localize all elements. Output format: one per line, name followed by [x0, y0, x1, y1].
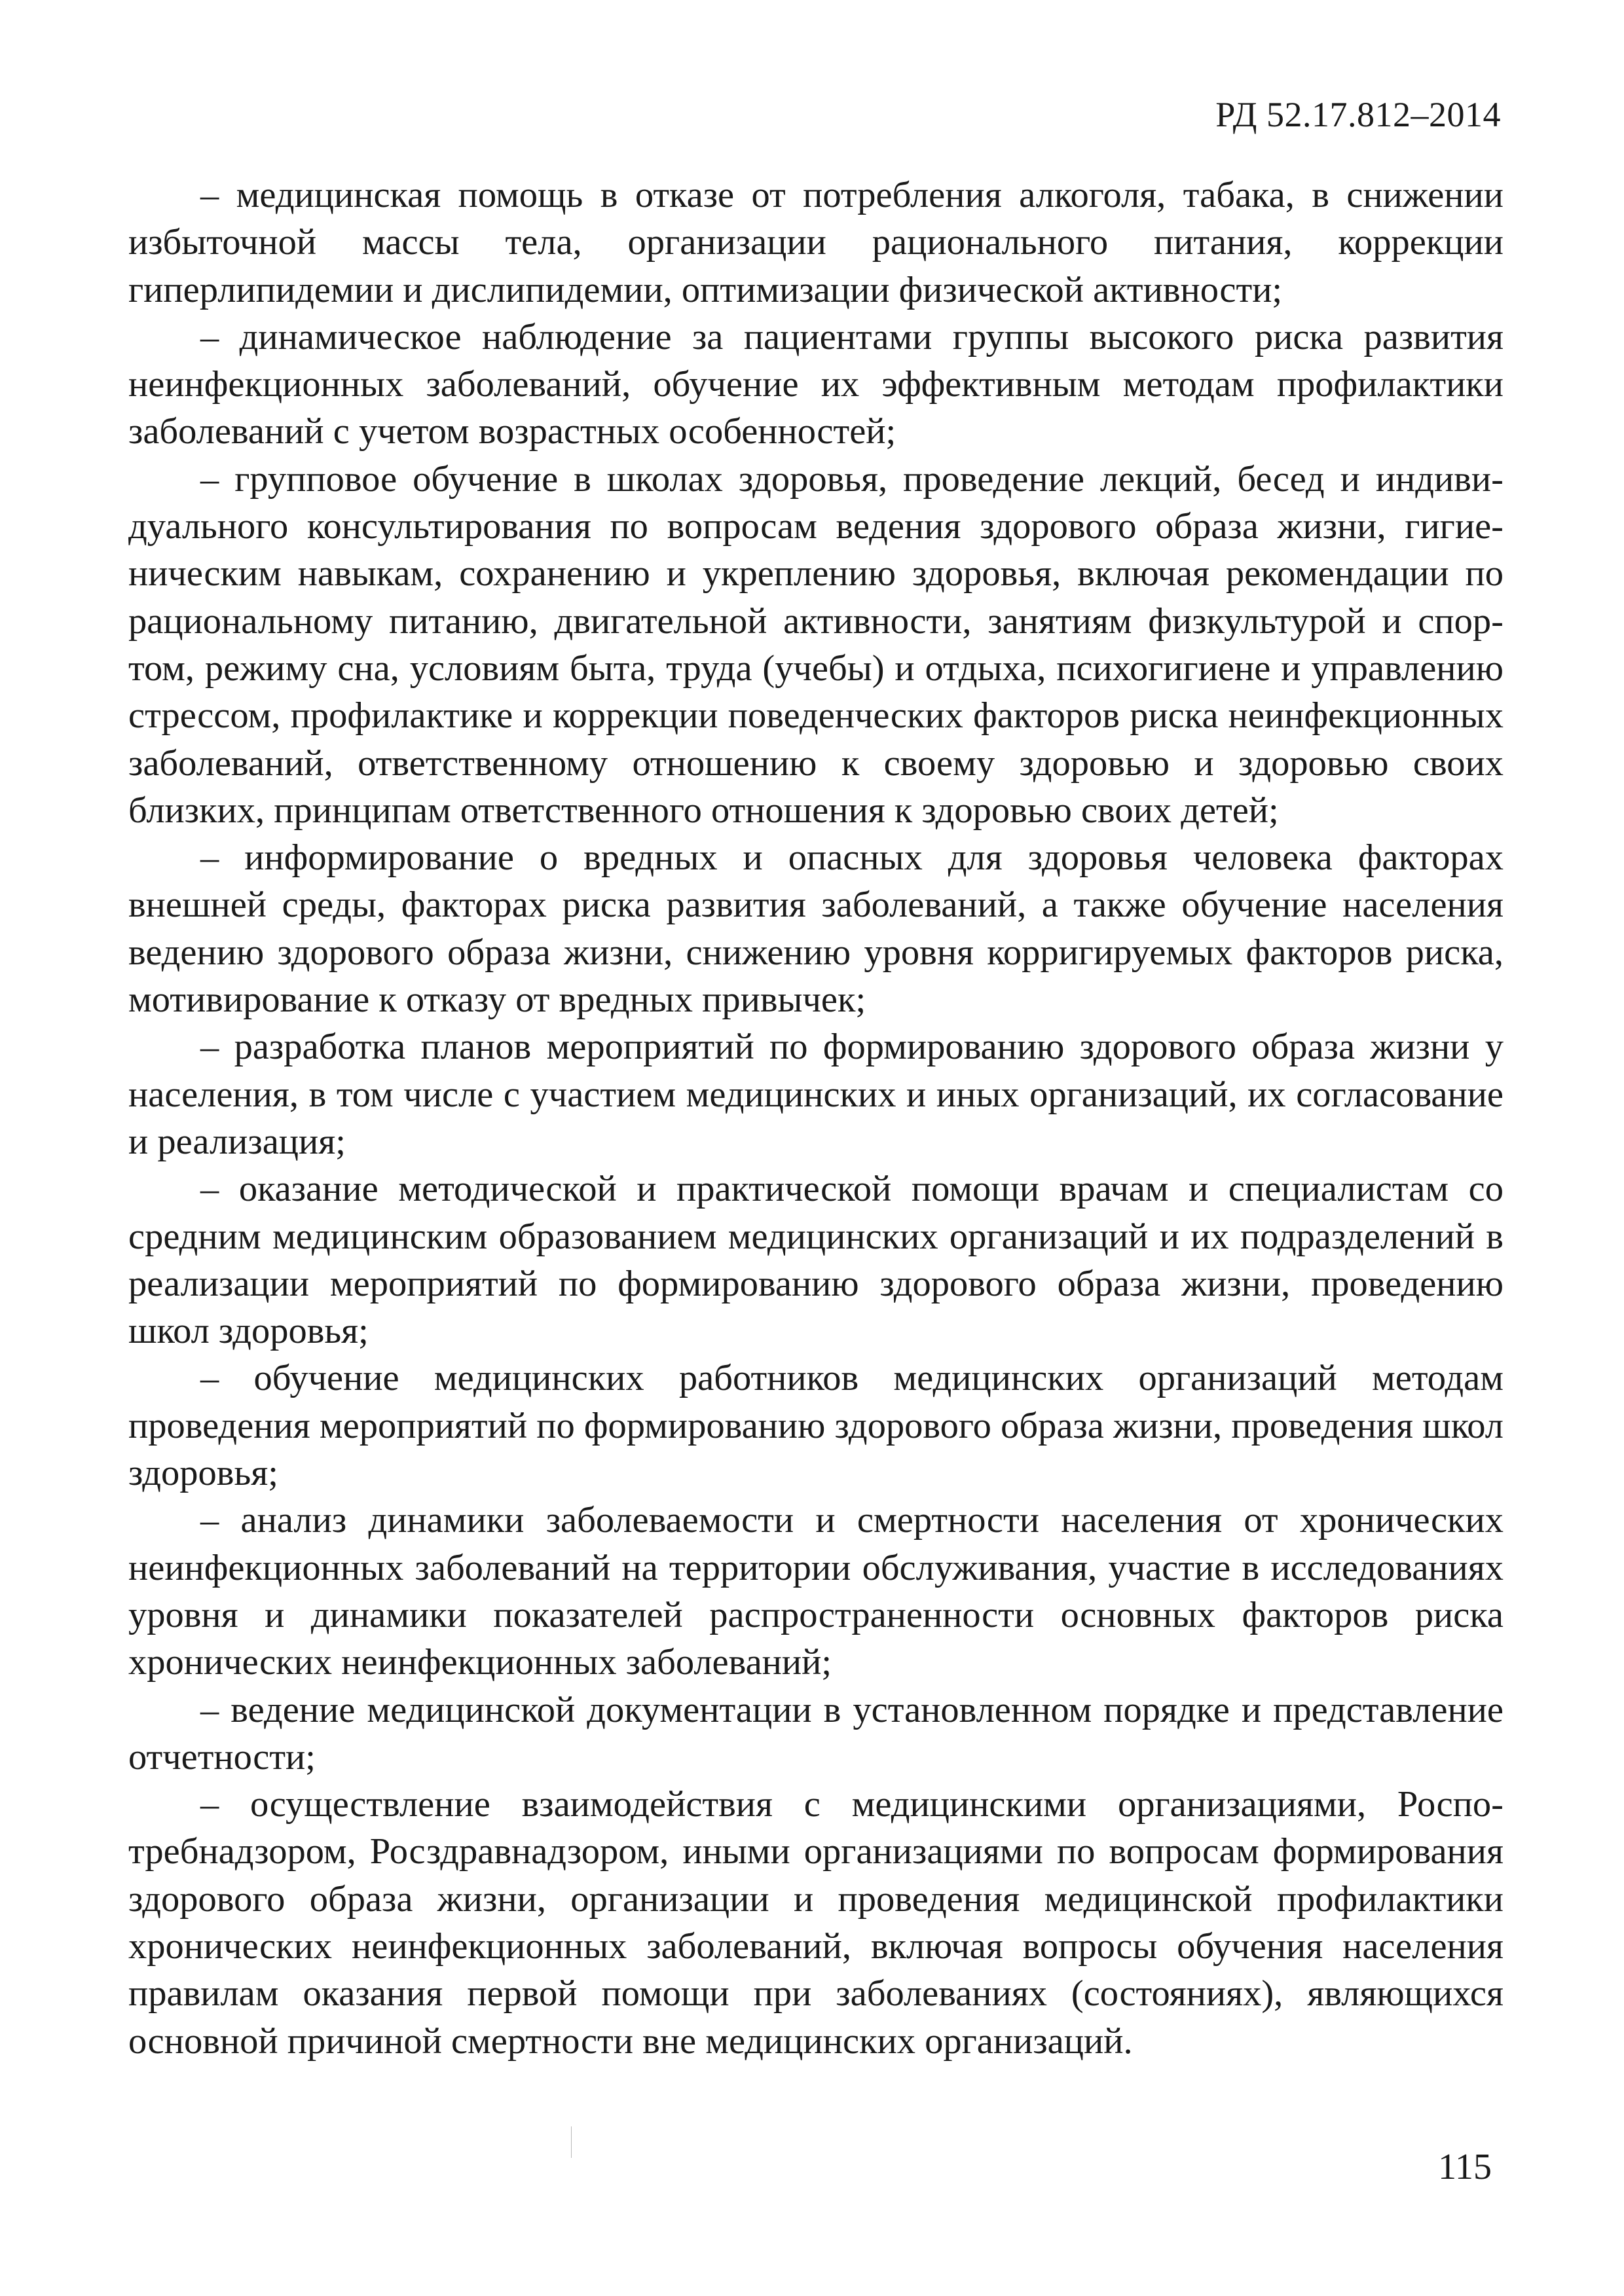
list-item-paragraph: – медицинская помощь в отказе от потребления алкоголя, табака, в снижении избыточной массы тела, организации рационального питания, коррекции гиперлипидемии и дислипидемии, оптимизации физической активности;	[128, 175, 1504, 310]
list-item-paragraph: – групповое обучение в школах здоровья, проведение лекций, бесед и индивидуального консультирования по вопросам ведения здорового образа жизни, гигиеническим навыкам, сохранению и укреплению здоровья, включая рекомендации по рациональному питанию, двигательной активности, занятиям физкультурой и спортом, режиму сна, условиям быта, труда (учебы) и отдыха, психогигиене и управлению стрессом, профилактике и коррекции поведенческих факторов риска неинфекционных заболеваний, ответственному отношению к своему здоровью и здоровью своих близких, принципам ответственного отношения к здоровью своих детей;	[128, 458, 1504, 831]
list-item-paragraph: – ведение медицинской документации в установленном порядке и представление отчетности;	[128, 1689, 1504, 1777]
list-item-paragraph: – динамическое наблюдение за пациентами группы высокого риска развития неинфекционных заболеваний, обучение их эффективным методам профилактики заболеваний с учетом возрастных особенностей;	[128, 316, 1504, 452]
list-item-paragraph: – обучение медицинских работников медицинских организаций методам проведения мероприятий по формированию здорового образа жизни, проведения школ здоровья;	[128, 1358, 1504, 1494]
list-item-paragraph: – анализ динамики заболеваемости и смертности населения от хронических неинфекционных заболеваний на территории обслуживания, участие в исследованиях уровня и динамики показателей распространенности основных факторов риска хронических неинфекционных заболеваний;	[128, 1500, 1504, 1683]
list-item-paragraph: – осуществление взаимодействия с медицинскими организациями, Роспотребнадзором, Росздравнадзором, иными организациями по вопросам формирования здорового образа жизни, организации и проведения медицинской профилактики хронических неинфекционных заболеваний, включая вопросы обучения населения правилам оказания первой помощи при заболеваниях (состояниях), являющихся основной причиной смертности вне медицинских организаций.	[128, 1784, 1504, 2062]
document-code-header: РД 52.17.812–2014	[1215, 95, 1501, 134]
page-number: 115	[1438, 2147, 1492, 2187]
list-item-paragraph: – оказание методической и практической помощи врачам и специалистам со средним медицинским образованием медицинских организаций и их подразделений в реализации мероприятий по формированию здорового образа жизни, проведению школ здоровья;	[128, 1169, 1504, 1352]
scan-mark-line	[571, 2126, 572, 2158]
list-item-paragraph: – разработка планов мероприятий по формированию здорового образа жизни у населения, в том числе с участием медицинских и иных организаций, их согласование и реализация;	[128, 1027, 1504, 1162]
document-body	[128, 172, 1504, 2065]
list-item-paragraph: – информирование о вредных и опасных для здоровья человека факторах внешней среды, факторах риска развития заболеваний, а также обучение населения ведению здорового образа жизни, снижению уровня корригируемых факторов риска, мотивирование к отказу от вредных привычек;	[128, 837, 1504, 1021]
